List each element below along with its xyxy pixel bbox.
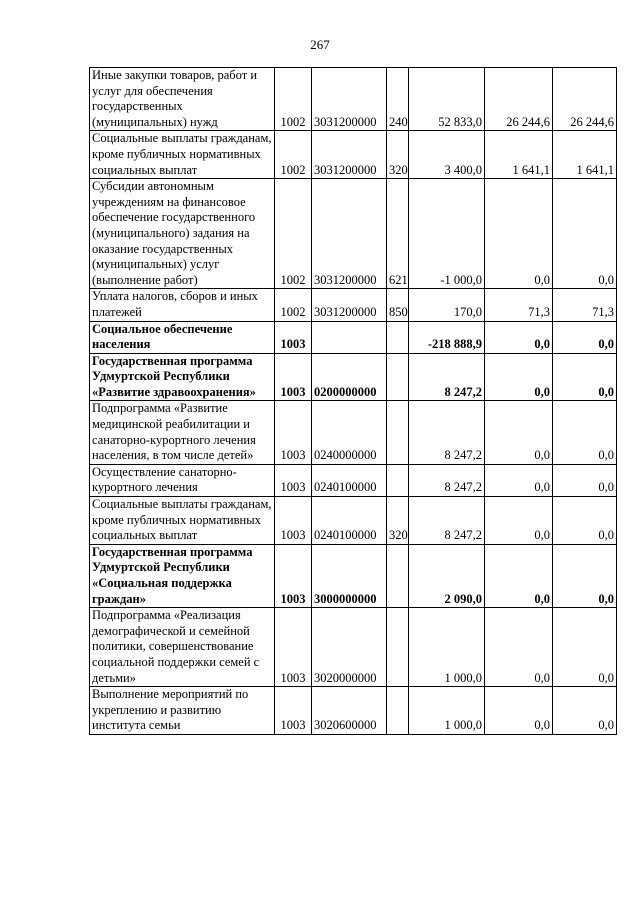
section-code-cell: 1003: [275, 608, 312, 687]
budget-table: [89, 67, 617, 735]
section-code-cell: 1003: [275, 497, 312, 545]
item-name-cell: Субсидии автономным учреждениям на финансовое обеспечение государственного (муниципального) задания на оказание государственных (муниципальных) услуг (выполнение работ): [90, 179, 275, 289]
item-name-cell: Социальное обеспечение населения: [90, 321, 275, 353]
amount-cell: 2 090,0: [409, 544, 485, 607]
table-row: [90, 544, 617, 607]
section-code-cell: 1003: [275, 353, 312, 401]
expense-kind-cell: [387, 353, 409, 401]
amount-cell: 1 000,0: [409, 608, 485, 687]
page-number: 267: [310, 37, 330, 52]
target-article-cell: 3031200000: [312, 179, 387, 289]
table-row: [90, 401, 617, 464]
amount-cell: 0,0: [553, 464, 617, 496]
amount-cell: 0,0: [553, 544, 617, 607]
expense-kind-cell: [387, 401, 409, 464]
item-name-cell: Государственная программа Удмуртской Республики «Социальная поддержка граждан»: [90, 544, 275, 607]
item-name-cell: Социальные выплаты гражданам, кроме публичных нормативных социальных выплат: [90, 131, 275, 179]
expense-kind-cell: [387, 608, 409, 687]
table-row: [90, 321, 617, 353]
item-name-cell: Социальные выплаты гражданам, кроме публичных нормативных социальных выплат: [90, 497, 275, 545]
section-code-cell: 1002: [275, 289, 312, 321]
amount-cell: 8 247,2: [409, 401, 485, 464]
amount-cell: -1 000,0: [409, 179, 485, 289]
table-row: [90, 353, 617, 401]
section-code-cell: 1002: [275, 68, 312, 131]
table-row: [90, 179, 617, 289]
target-article-cell: 3031200000: [312, 131, 387, 179]
amount-cell: 0,0: [485, 179, 553, 289]
amount-cell: 0,0: [553, 497, 617, 545]
section-code-cell: 1003: [275, 464, 312, 496]
item-name-cell: Государственная программа Удмуртской Республики «Развитие здравоохранения»: [90, 353, 275, 401]
item-name-cell: Уплата налогов, сборов и иных платежей: [90, 289, 275, 321]
amount-cell: 8 247,2: [409, 353, 485, 401]
item-name-cell: Осуществление санаторно-курортного лечения: [90, 464, 275, 496]
amount-cell: 0,0: [553, 321, 617, 353]
target-article-cell: 0240100000: [312, 464, 387, 496]
table-row: [90, 464, 617, 496]
table-row: [90, 497, 617, 545]
amount-cell: 0,0: [485, 544, 553, 607]
amount-cell: 0,0: [553, 687, 617, 735]
amount-cell: 0,0: [553, 353, 617, 401]
target-article-cell: [312, 321, 387, 353]
amount-cell: 0,0: [485, 401, 553, 464]
amount-cell: 0,0: [553, 179, 617, 289]
amount-cell: 71,3: [553, 289, 617, 321]
table-row: [90, 608, 617, 687]
amount-cell: 0,0: [485, 687, 553, 735]
target-article-cell: 0240100000: [312, 497, 387, 545]
amount-cell: 71,3: [485, 289, 553, 321]
target-article-cell: 0240000000: [312, 401, 387, 464]
table-row: [90, 687, 617, 735]
item-name-cell: Иные закупки товаров, работ и услуг для обеспечения государственных (муниципальных) нужд: [90, 68, 275, 131]
expense-kind-cell: 320: [387, 497, 409, 545]
amount-cell: 8 247,2: [409, 497, 485, 545]
table-row: [90, 289, 617, 321]
amount-cell: 3 400,0: [409, 131, 485, 179]
section-code-cell: 1003: [275, 687, 312, 735]
amount-cell: 8 247,2: [409, 464, 485, 496]
table-row: [90, 131, 617, 179]
amount-cell: 1 000,0: [409, 687, 485, 735]
target-article-cell: 3000000000: [312, 544, 387, 607]
amount-cell: 0,0: [485, 321, 553, 353]
expense-kind-cell: [387, 687, 409, 735]
amount-cell: 170,0: [409, 289, 485, 321]
amount-cell: 0,0: [485, 353, 553, 401]
amount-cell: 52 833,0: [409, 68, 485, 131]
amount-cell: 0,0: [485, 608, 553, 687]
section-code-cell: 1002: [275, 179, 312, 289]
amount-cell: 0,0: [553, 608, 617, 687]
item-name-cell: Подпрограмма «Развитие медицинской реабилитации и санаторно-курортного лечения населения, в том числе детей»: [90, 401, 275, 464]
section-code-cell: 1003: [275, 544, 312, 607]
amount-cell: -218 888,9: [409, 321, 485, 353]
amount-cell: 1 641,1: [553, 131, 617, 179]
section-code-cell: 1002: [275, 131, 312, 179]
expense-kind-cell: 320: [387, 131, 409, 179]
expense-kind-cell: [387, 321, 409, 353]
target-article-cell: 3031200000: [312, 289, 387, 321]
target-article-cell: 3020600000: [312, 687, 387, 735]
expense-kind-cell: 621: [387, 179, 409, 289]
item-name-cell: Подпрограмма «Реализация демографической и семейной политики, совершенствование социальной поддержки семей с детьми»: [90, 608, 275, 687]
target-article-cell: 3031200000: [312, 68, 387, 131]
expense-kind-cell: 240: [387, 68, 409, 131]
table-row: [90, 68, 617, 131]
target-article-cell: 0200000000: [312, 353, 387, 401]
amount-cell: 0,0: [485, 497, 553, 545]
amount-cell: 26 244,6: [485, 68, 553, 131]
item-name-cell: Выполнение мероприятий по укреплению и развитию института семьи: [90, 687, 275, 735]
amount-cell: 26 244,6: [553, 68, 617, 131]
amount-cell: 0,0: [553, 401, 617, 464]
section-code-cell: 1003: [275, 321, 312, 353]
amount-cell: 1 641,1: [485, 131, 553, 179]
target-article-cell: 3020000000: [312, 608, 387, 687]
section-code-cell: 1003: [275, 401, 312, 464]
expense-kind-cell: [387, 464, 409, 496]
expense-kind-cell: [387, 544, 409, 607]
amount-cell: 0,0: [485, 464, 553, 496]
expense-kind-cell: 850: [387, 289, 409, 321]
